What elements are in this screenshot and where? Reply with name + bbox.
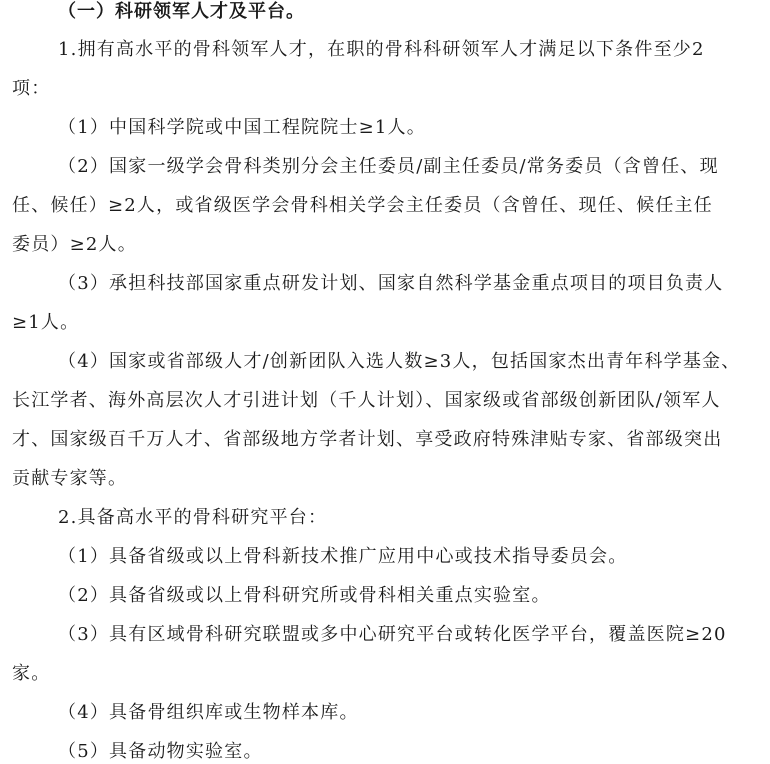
paragraph-line: 任、候任）≥2人，或省级医学会骨科相关学会主任委员（含曾任、现任、候任主任: [12, 195, 713, 216]
paragraph-line: 2.具备高水平的骨科研究平台：: [58, 507, 328, 528]
paragraph-line: 1.拥有高水平的骨科领军人才，在职的骨科科研领军人才满足以下条件至少2: [58, 39, 705, 60]
paragraph-line: 才、国家级百千万人才、省部级地方学者计划、享受政府特殊津贴专家、省部级突出: [12, 429, 723, 450]
section-heading: （一）科研领军人才及平台。: [58, 1, 305, 22]
paragraph-line: 项：: [12, 78, 51, 99]
paragraph-line: （4）具备骨组织库或生物样本库。: [58, 702, 359, 723]
paragraph-line: （1）中国科学院或中国工程院院士≥1人。: [58, 117, 426, 138]
paragraph-line: （3）具有区域骨科研究联盟或多中心研究平台或转化医学平台，覆盖医院≥20: [58, 624, 727, 645]
paragraph-line: （2）国家一级学会骨科类别分会主任委员/副主任委员/常务委员（含曾任、现: [58, 156, 719, 177]
paragraph-line: 贡献专家等。: [12, 468, 128, 489]
paragraph-line: （3）承担科技部国家重点研发计划、国家自然科学基金重点项目的项目负责人: [58, 273, 724, 294]
paragraph-line: （1）具备省级或以上骨科新技术推广应用中心或技术指导委员会。: [58, 546, 628, 567]
paragraph-line: 委员）≥2人。: [12, 234, 137, 255]
paragraph-line: 家。: [12, 663, 51, 684]
paragraph-line: （5）具备动物实验室。: [58, 741, 263, 762]
paragraph-line: （2）具备省级或以上骨科研究所或骨科相关重点实验室。: [58, 585, 551, 606]
paragraph-line: 长江学者、海外高层次人才引进计划（千人计划）、国家级或省部级创新团队/领军人: [12, 390, 721, 411]
paragraph-line: ≥1人。: [12, 312, 80, 333]
paragraph-line: （4）国家或省部级人才/创新团队入选人数≥3人，包括国家杰出青年科学基金、: [58, 351, 741, 372]
